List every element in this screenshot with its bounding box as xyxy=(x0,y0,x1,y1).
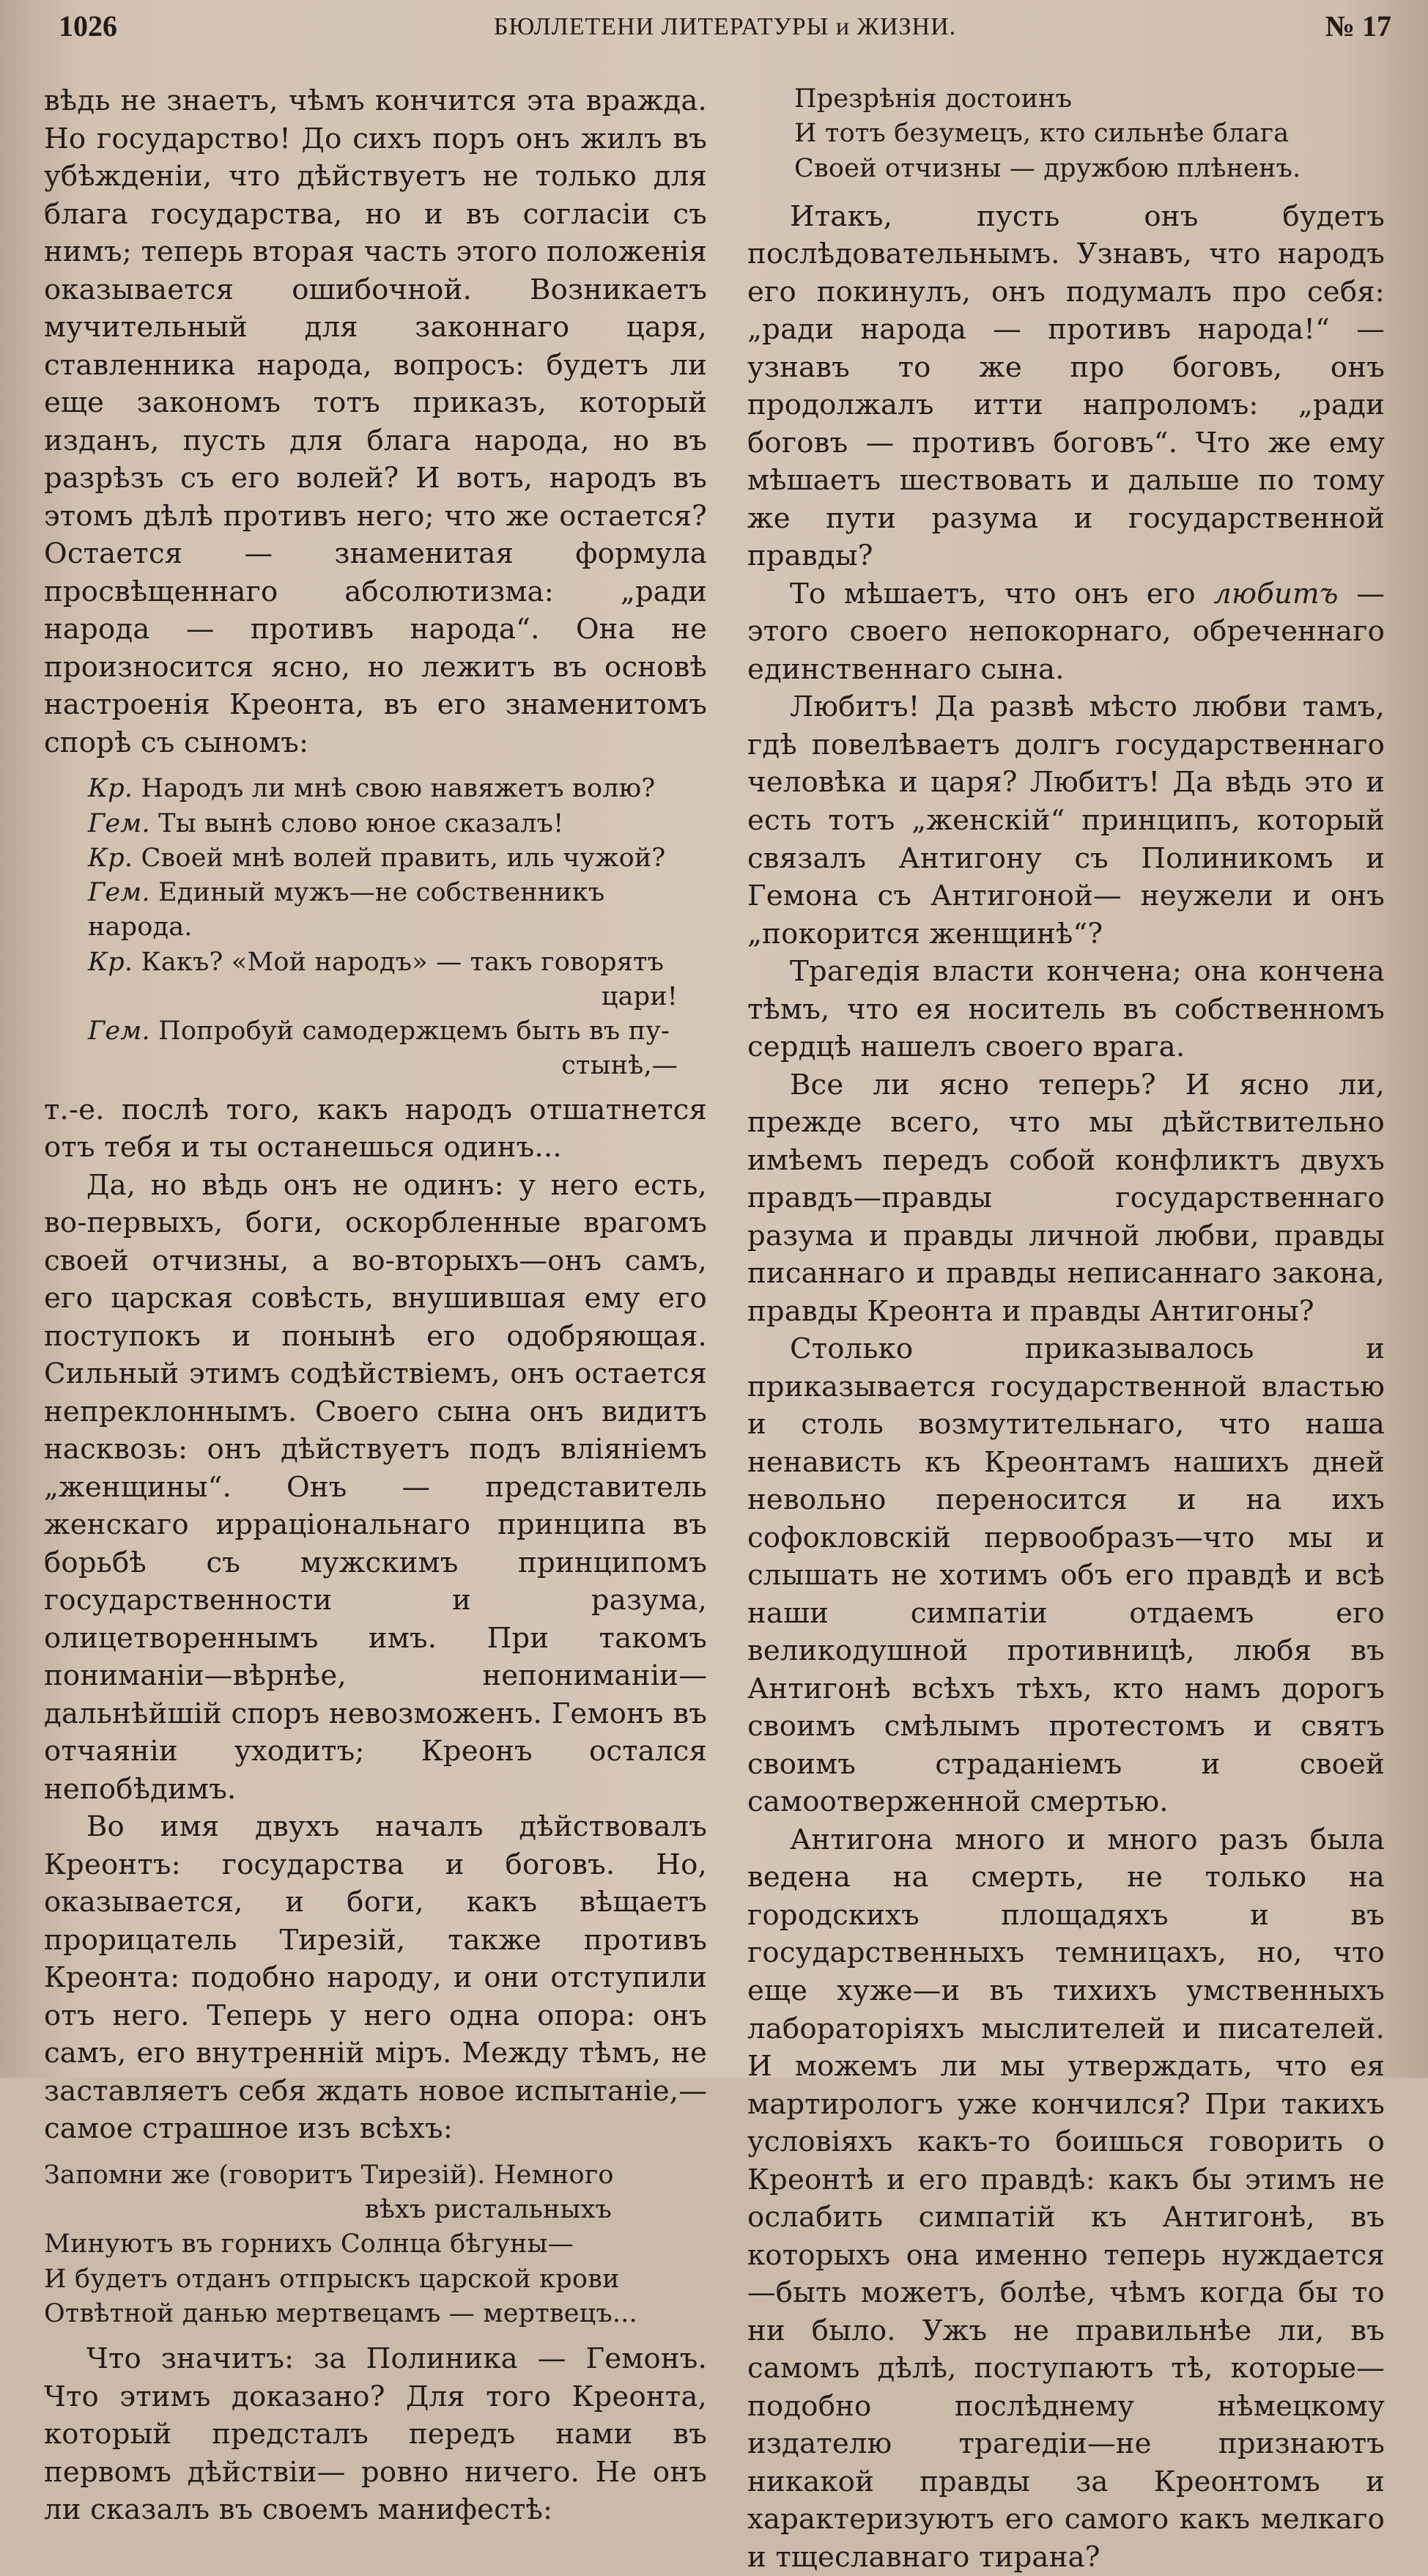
paragraph xyxy=(747,575,1385,689)
dialogue-line xyxy=(88,841,707,876)
dialogue-line xyxy=(88,807,707,841)
line-text: Попробуй самодержцемъ быть въ пу- xyxy=(158,1016,670,1047)
verse-line: Минуютъ въ горнихъ Солнца бѣгуны— xyxy=(44,2229,574,2259)
verse-line: Своей отчизны — дружбою плѣненъ. xyxy=(794,153,1301,183)
line-text: Ты вынѣ слово юное сказалъ! xyxy=(158,808,564,838)
verse-quote xyxy=(794,82,1385,186)
paragraph: Все ли ясно теперь? И ясно ли, прежде всего, что мы дѣйствительно имѣемъ передъ собой конфликтъ двухъ правдъ—правды государственнаго разума и правды личной любви, правды писаннаго и правды неписаннаго закона, правды Креонта и правды Антигоны? xyxy=(747,1068,1385,1328)
page-number: 1026 xyxy=(59,10,117,43)
paragraph-text: То мѣшаетъ, что онъ его xyxy=(790,577,1214,610)
running-title: БЮЛЛЕТЕНИ ЛИТЕРАТУРЫ и ЖИЗНИ. xyxy=(493,13,957,40)
verse-line: Презрѣнія достоинъ xyxy=(794,84,1073,114)
paragraph: вѣдь не знаетъ, чѣмъ кончится эта вражда. Но государство! До сихъ поръ онъ жилъ въ убѣжденіи, что дѣйствуетъ не только для блага государства, но и въ согласіи съ нимъ; теперь вторая часть этого положенія оказывается ошибочной. Возникаетъ мучительный для законнаго царя, ставленника народа, вопросъ: будетъ ли еще закономъ тотъ приказъ, который изданъ, пусть для блага народа, но въ разрѣзъ съ его волей? И вотъ, народъ въ этомъ дѣлѣ противъ него; что же остается? Остается — знаменитая формула просвѣщеннаго абсолютизма: „ради народа — противъ народа“. Она не произносится ясно, но лежитъ въ основѣ настроенія Креонта, въ его знаменитомъ спорѣ съ сыномъ: xyxy=(44,84,707,759)
paragraph: Итакъ, пусть онъ будетъ послѣдовательнымъ. Узнавъ, что народъ его покинулъ, онъ подумалъ про себя: „ради народа — противъ народа!“ — узнавъ то же про боговъ, онъ продолжалъ итти напроломъ: „ради боговъ — противъ боговъ“. Что же ему мѣшаетъ шествовать и дальше по тому же пути разума и государственной правды? xyxy=(747,199,1385,573)
right-column xyxy=(747,82,1385,2576)
speaker: Кр. xyxy=(88,774,133,804)
dialogue-line-continuation: стынѣ,— xyxy=(561,1051,678,1081)
paragraph-text: — этого своего непокорнаго, обреченнаго единственнаго сына. xyxy=(747,577,1385,686)
paragraph: Да, но вѣдь онъ не одинъ: у него есть, во-первыхъ, боги, оскорбленные врагомъ своей отчизны, а во-вторыхъ—онъ самъ, его царская совѣсть, внушившая ему его поступокъ и понынѣ его одобряющая. Сильный этимъ содѣйствіемъ, онъ остается непреклоннымъ. Своего сына онъ видитъ насквозь: онъ дѣйствуетъ подъ вліяніемъ „женщины“. Онъ — представитель женскаго ирраціональнаго принципа въ борьбѣ съ мужскимъ принципомъ государственности и разума, олицетвореннымъ имъ. При такомъ пониманіи—вѣрнѣе, непониманіи—дальнѣйшій споръ невозможенъ. Гемонъ въ отчаяніи уходитъ; Креонъ остался непобѣдимъ. xyxy=(44,1168,707,1806)
line-text: Единый мужъ—не собственникъ народа. xyxy=(88,878,605,942)
paragraph: Любитъ! Да развѣ мѣсто любви тамъ, гдѣ повелѣваетъ долгъ государственнаго человѣка и царя? Любитъ! Да вѣдь это и есть тотъ „женскій“ принципъ, который связалъ Антигону съ Полиникомъ и Гемона съ Антигоной— неужели и онъ „покорится женщинѣ“? xyxy=(747,690,1385,951)
verse-line: И будетъ отданъ отпрыскъ царской крови xyxy=(44,2264,620,2294)
dialogue-line xyxy=(88,876,707,945)
speaker: Гем. xyxy=(88,1016,150,1047)
paragraph: Во имя двухъ началъ дѣйствовалъ Креонтъ: государства и боговъ. Но, оказывается, и боги, какъ вѣщаетъ прорицатель Тирезій, также противъ Креонта: подобно народу, и они отступили отъ него. Теперь у него одна опора: онъ самъ, его внутренній міръ. Между тѣмъ, не заставляетъ себя ждать новое испытаніе,— самое страшное изъ всѣхъ: xyxy=(44,1810,707,2146)
verse-line: Запомни же (говоритъ Тирезій). Немного xyxy=(44,2160,614,2190)
verse-quote xyxy=(44,2158,707,2331)
speaker: Гем. xyxy=(88,808,150,838)
paragraph: Антигона много и много разъ была ведена на смерть, не только на городскихъ площадяхъ и въ государственныхъ темницахъ, но, что еще хуже—и въ тихихъ умственныхъ лабораторіяхъ мыслителей и писателей. И можемъ ли мы утверждать, что ея мартирологъ уже кончился? При такихъ условіяхъ какъ-то боишься говорить о Креонтѣ и его правдѣ: какъ бы этимъ не ослабить симпатій къ Антигонѣ, въ которыхъ она именно теперь нуждается—быть можетъ, болѣе, чѣмъ когда бы то ни было. Ужъ не правильнѣе ли, въ самомъ дѣлѣ, поступаютъ тѣ, которые—подобно послѣднему нѣмецкому издателю трагедіи—не признаютъ никакой правды за Креонтомъ и характеризуютъ его самого какъ мелкаго и тщеславнаго тирана? xyxy=(747,1823,1385,2574)
emphasized-word: любитъ xyxy=(1213,577,1339,610)
paragraph: Что значитъ: за Полиника — Гемонъ. Что этимъ доказано? Для того Креонта, который предсталъ передъ нами въ первомъ дѣйствіи— ровно ничего. Не онъ ли сказалъ въ своемъ манифестѣ: xyxy=(44,2342,707,2527)
paragraph: Столько приказывалось и приказывается государственной властью и столь возмутительнаго, что наша ненависть къ Креонтамъ нашихъ дней невольно переносится и на ихъ софокловскій первообразъ—что мы и слышать не хотимъ объ его правдѣ и всѣ наши симпатіи отдаемъ его великодушной противницѣ, любя въ Антигонѣ всѣхъ тѣхъ, кто намъ дорогъ своимъ смѣлымъ протестомъ и святъ своимъ страданіемъ и своей самоотверженной смертью. xyxy=(747,1332,1385,1819)
line-text: Народъ ли мнѣ свою навяжетъ волю? xyxy=(141,774,656,804)
left-column xyxy=(44,82,707,2529)
verse-line-continuation: вѣхъ ристальныхъ xyxy=(364,2195,612,2225)
dialogue-line-continuation: цари! xyxy=(601,981,678,1011)
line-text: Какъ? «Мой народъ» — такъ говорятъ xyxy=(141,947,665,977)
paragraph: Трагедія власти кончена; она кончена тѣмъ, что ея носитель въ собственномъ сердцѣ нашелъ своего врага. xyxy=(747,955,1385,1064)
verse-line: Отвѣтной данью мертвецамъ — мертвецъ... xyxy=(44,2298,637,2328)
line-text: Своей мнѣ волей править, иль чужой? xyxy=(141,843,666,873)
speaker: Кр. xyxy=(88,843,133,873)
speaker: Кр. xyxy=(88,947,133,977)
dialogue-line xyxy=(88,1014,707,1049)
speaker: Гем. xyxy=(88,878,150,908)
issue-number: № 17 xyxy=(1325,10,1391,43)
page-header xyxy=(59,6,1391,50)
dialogue-line xyxy=(88,945,707,980)
verse-line: И тотъ безумецъ, кто сильнѣе блага xyxy=(794,119,1290,149)
dialogue-line xyxy=(88,772,707,806)
paragraph: т.-е. послѣ того, какъ народъ отшатнется отъ тебя и ты останешься одинъ... xyxy=(44,1093,707,1165)
dialogue-excerpt xyxy=(88,772,707,1083)
